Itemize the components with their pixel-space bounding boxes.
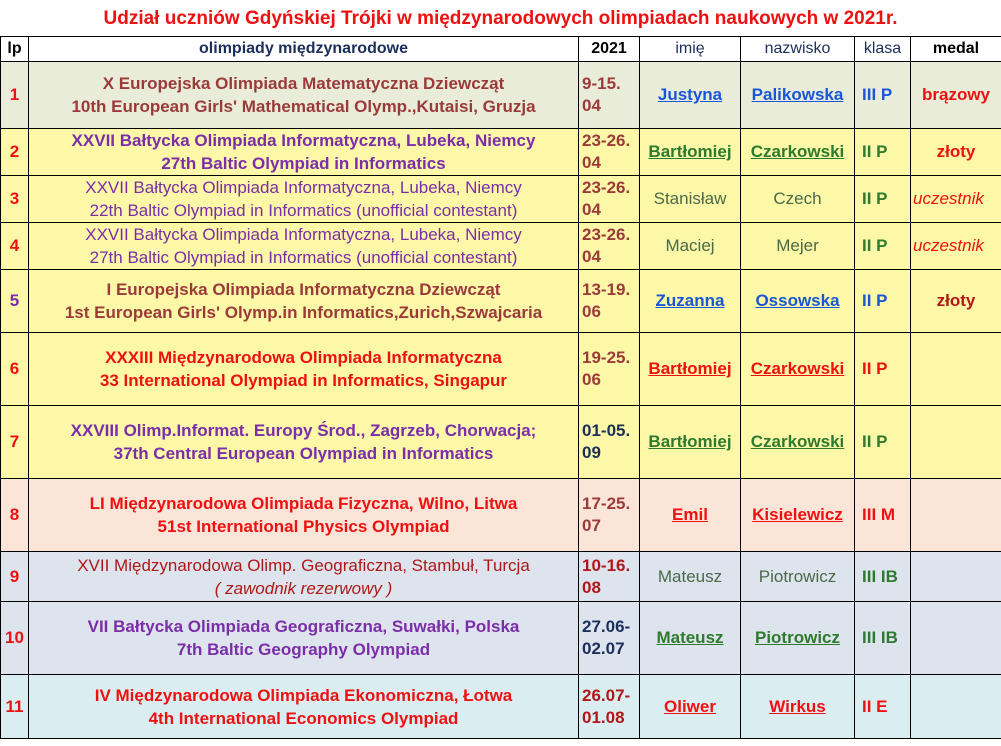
olympiad-name-pl: XVII Międzynarodowa Olimp. Geograficzna, Stambuł, Turcja <box>77 555 530 575</box>
class-cell: II P <box>855 406 911 479</box>
table-row <box>1 129 1001 176</box>
first-name[interactable]: Oliwer <box>640 675 741 739</box>
date-range-end: 04 <box>582 200 601 219</box>
date-cell <box>579 602 640 675</box>
page-title: Udział uczniów Gdyńskiej Trójki w międzynarodowych olimpiadach naukowych w 2021r. <box>103 8 898 29</box>
last-name[interactable]: Wirkus <box>741 675 855 739</box>
class-cell: II P <box>855 223 911 270</box>
first-name[interactable]: Bartłomiej <box>640 406 741 479</box>
olympiad-cell <box>29 333 579 406</box>
date-cell <box>579 479 640 552</box>
class-cell: III M <box>855 479 911 552</box>
table-row <box>1 333 1001 406</box>
class-cell: II E <box>855 675 911 739</box>
header-olympiad: olimpiady międzynarodowe <box>29 37 579 62</box>
date-cell <box>579 675 640 739</box>
table-row <box>1 479 1001 552</box>
olympiad-name-en: 37th Central European Olympiad in Informatics <box>113 444 494 463</box>
row-number: 4 <box>1 223 29 270</box>
date-range-start: 13-19. <box>582 280 631 299</box>
last-name: Mejer <box>741 223 855 270</box>
olympiad-name-en: 7th Baltic Geography Olympiad <box>176 640 431 659</box>
row-number: 11 <box>1 675 29 739</box>
olympiad-name-pl: I Europejska Olimpiada Informatyczna Dziewcząt <box>106 280 501 299</box>
date-range-start: 17-25. <box>582 494 631 513</box>
date-range-start: 26.07- <box>582 685 631 705</box>
first-name[interactable]: Bartłomiej <box>640 333 741 406</box>
date-range-start: 23-26. <box>582 225 631 244</box>
date-range-end: 04 <box>582 153 601 172</box>
olympiad-cell <box>29 223 579 270</box>
olympiad-cell <box>29 176 579 223</box>
olympiad-name-pl: XXVII Bałtycka Olimpiada Informatyczna, Lubeka, Niemcy <box>85 178 522 197</box>
olympiad-name-pl: XXVIII Olimp.Informat. Europy Środ., Zagrzeb, Chorwacja; <box>70 421 537 440</box>
medal-cell: brązowy <box>911 62 1001 129</box>
olympiad-cell <box>29 602 579 675</box>
olympiad-name-en: 4th International Economics Olympiad <box>148 708 459 728</box>
date-cell <box>579 333 640 406</box>
olympiad-name-en: 10th European Girls' Mathematical Olymp.,Kutaisi, Gruzja <box>71 97 536 116</box>
date-range-start: 27.06- <box>582 617 631 636</box>
first-name: Stanisław <box>640 176 741 223</box>
class-cell: II P <box>855 129 911 176</box>
header-lp: lp <box>1 37 29 62</box>
medal-cell <box>911 479 1001 552</box>
class-cell: II P <box>855 176 911 223</box>
olympiad-name-en: 51st International Physics Olympiad <box>157 517 450 536</box>
table-row <box>1 675 1001 739</box>
olympiad-name-pl: XXXIII Międzynarodowa Olimpiada Informatyczna <box>105 348 502 367</box>
last-name: Piotrowicz <box>741 552 855 602</box>
table-row <box>1 62 1001 129</box>
olympiad-note: ( zawodnik rezerwowy ) <box>214 578 393 598</box>
date-range-end: 01.08 <box>582 707 625 727</box>
class-cell: II P <box>855 333 911 406</box>
date-range-start: 19-25. <box>582 348 631 367</box>
table-row <box>1 552 1001 602</box>
olympiad-cell <box>29 675 579 739</box>
olympiad-name-pl: XXVII Bałtycka Olimpiada Informatyczna, Lubeka, Niemcy <box>85 225 522 244</box>
medal-cell <box>911 406 1001 479</box>
olympiad-cell <box>29 552 579 602</box>
table-row <box>1 223 1001 270</box>
last-name[interactable]: Czarkowski <box>741 129 855 176</box>
olympiad-name-en: 27th Baltic Olympiad in Informatics <box>161 154 446 173</box>
date-range-end: 09 <box>582 443 601 462</box>
first-name[interactable]: Emil <box>640 479 741 552</box>
medal-cell: złoty <box>911 270 1001 333</box>
date-range-start: 01-05. <box>582 421 631 440</box>
date-range-start: 23-26. <box>582 131 631 150</box>
row-number: 9 <box>1 552 29 602</box>
last-name[interactable]: Palikowska <box>741 62 855 129</box>
olympiad-cell <box>29 62 579 129</box>
last-name[interactable]: Piotrowicz <box>741 602 855 675</box>
table-row <box>1 406 1001 479</box>
medal-cell <box>911 552 1001 602</box>
row-number: 2 <box>1 129 29 176</box>
row-number: 10 <box>1 602 29 675</box>
last-name[interactable]: Kisielewicz <box>741 479 855 552</box>
olympiad-cell <box>29 406 579 479</box>
header-last-name: nazwisko <box>741 37 855 62</box>
medal-cell: uczestnik <box>911 223 1001 270</box>
row-number: 1 <box>1 62 29 129</box>
class-cell: III IB <box>855 602 911 675</box>
row-number: 5 <box>1 270 29 333</box>
class-cell: III IB <box>855 552 911 602</box>
first-name: Mateusz <box>640 552 741 602</box>
olympiad-cell <box>29 479 579 552</box>
medal-cell: uczestnik <box>911 176 1001 223</box>
medal-cell: złoty <box>911 129 1001 176</box>
olympiad-table <box>0 36 1001 739</box>
last-name[interactable]: Czarkowski <box>741 333 855 406</box>
first-name: Maciej <box>640 223 741 270</box>
olympiad-name-pl: X Europejska Olimpiada Matematyczna Dziewcząt <box>102 74 505 93</box>
olympiad-name-pl: VII Bałtycka Olimpiada Geograficzna, Suwałki, Polska <box>87 617 520 636</box>
olympiad-cell <box>29 270 579 333</box>
date-range-start: 9-15. <box>582 74 621 93</box>
table-row <box>1 176 1001 223</box>
row-number: 7 <box>1 406 29 479</box>
table-row <box>1 602 1001 675</box>
date-range-end: 04 <box>582 247 601 266</box>
last-name: Czech <box>741 176 855 223</box>
olympiad-name-pl: XXVII Bałtycka Olimpiada Informatyczna, Lubeka, Niemcy <box>71 131 536 150</box>
date-range-end: 07 <box>582 516 601 535</box>
date-range-end: 02.07 <box>582 639 625 658</box>
olympiad-name-en: 1st European Girls' Olymp.in Informatics,Zurich,Szwajcaria <box>64 303 543 322</box>
first-name[interactable]: Mateusz <box>640 602 741 675</box>
date-cell <box>579 176 640 223</box>
date-cell <box>579 62 640 129</box>
date-range-end: 06 <box>582 302 601 321</box>
date-cell <box>579 129 640 176</box>
olympiad-cell <box>29 129 579 176</box>
header-first-name: imię <box>640 37 741 62</box>
row-number: 3 <box>1 176 29 223</box>
medal-cell <box>911 333 1001 406</box>
row-number: 6 <box>1 333 29 406</box>
class-cell: II P <box>855 270 911 333</box>
header-medal: medal <box>911 37 1001 62</box>
medal-cell <box>911 675 1001 739</box>
olympiad-name-en: 22th Baltic Olympiad in Informatics (unofficial contestant) <box>89 201 518 220</box>
date-cell <box>579 406 640 479</box>
medal-cell <box>911 602 1001 675</box>
class-cell: III P <box>855 62 911 129</box>
date-range-end: 04 <box>582 96 601 115</box>
date-cell <box>579 223 640 270</box>
first-name[interactable]: Zuzanna <box>640 270 741 333</box>
header-class: klasa <box>855 37 911 62</box>
date-range-start: 23-26. <box>582 178 631 197</box>
olympiad-name-pl: IV Międzynarodowa Olimpiada Ekonomiczna, Łotwa <box>94 685 513 705</box>
olympiad-name-en: 27th Baltic Olympiad in Informatics (unofficial contestant) <box>89 248 518 267</box>
header-row <box>1 37 1001 62</box>
olympiad-name-en: 33 International Olympiad in Informatics, Singapur <box>99 371 508 390</box>
table-row <box>1 270 1001 333</box>
row-number: 8 <box>1 479 29 552</box>
last-name[interactable]: Ossowska <box>741 270 855 333</box>
last-name[interactable]: Czarkowski <box>741 406 855 479</box>
date-range-end: 06 <box>582 370 601 389</box>
date-range-start: 10-16. <box>582 555 631 575</box>
date-cell <box>579 270 640 333</box>
olympiad-name-pl: LI Międzynarodowa Olimpiada Fizyczna, Wilno, Litwa <box>89 494 518 513</box>
first-name[interactable]: Bartłomiej <box>640 129 741 176</box>
header-year: 2021 <box>579 37 640 62</box>
date-range-end: 08 <box>582 577 601 597</box>
first-name[interactable]: Justyna <box>640 62 741 129</box>
date-cell <box>579 552 640 602</box>
